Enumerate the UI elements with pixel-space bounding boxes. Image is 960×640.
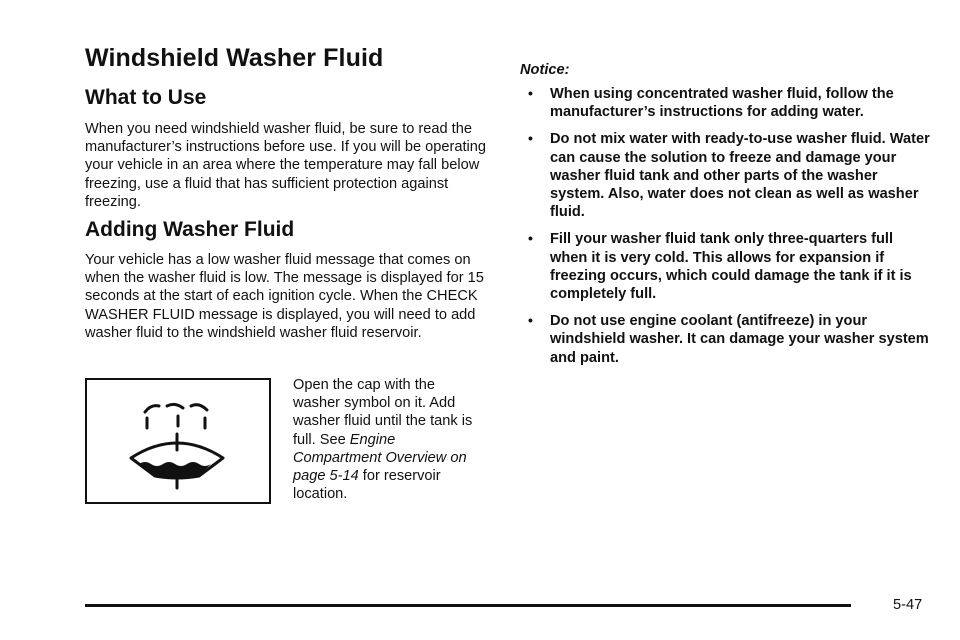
bullet-text: Do not use engine coolant (antifreeze) in your windshield washer. It can damage your washer system and paint. [550, 313, 929, 366]
washer-fluid-symbol-icon [87, 380, 269, 502]
bullet-dot-icon: • [528, 312, 533, 329]
bullet-dot-icon: • [528, 230, 533, 247]
page-number: 5-47 [893, 597, 923, 613]
bullet-text: Fill your washer fluid tank only three-quarters full when it is very cold. This allows for expansion if freezing occurs, which could damage the tank if it is completely full. [550, 231, 912, 303]
section-heading-what-to-use: What to Use [85, 86, 207, 109]
washer-symbol-figure [85, 378, 271, 504]
list-item [520, 312, 930, 367]
section-text-adding-washer-fluid: Your vehicle has a low washer fluid message that comes on when the washer fluid is low. The message is displayed for 15 seconds at the start of each ignition cycle. When the CHECK WASHER FLUID message is displayed, you will need to add washer fluid to the windshield washer fluid reservoir. [85, 252, 484, 341]
list-item [520, 130, 930, 221]
list-item [520, 85, 930, 121]
caption-link-engine-compartment[interactable]: Engine Compartment Overview on page 5-14 [293, 431, 467, 485]
notice-bullet-list [520, 85, 930, 376]
list-item [520, 230, 930, 303]
bullet-text: Do not mix water with ready-to-use washer fluid. Water can cause the solution to freeze and damage your washer fluid tank and other parts of the washer system. Also, water does not clean as well as washer fluid. [550, 131, 930, 221]
section-text-what-to-use: When you need windshield washer fluid, be sure to read the manufacturer’s instructions before use. If you will be operating your vehicle in an area where the temperature may fall below freezing, use a fluid that has sufficient protection against freezing. [85, 121, 487, 210]
caption-text-before: Open the cap with the washer symbol on it. Add washer fluid until the tank is full. See [293, 377, 473, 448]
footer-rule [85, 604, 851, 607]
bullet-dot-icon: • [528, 85, 533, 101]
page-title: Windshield Washer Fluid [85, 44, 384, 72]
notice-label: Notice: [520, 62, 570, 78]
figure-caption [293, 376, 483, 503]
bullet-text: When using concentrated washer fluid, follow the manufacturer’s instructions for adding water. [550, 86, 894, 121]
caption-text-after: for reservoir location. [293, 468, 441, 503]
bullet-dot-icon: • [528, 130, 533, 147]
section-heading-adding-washer-fluid: Adding Washer Fluid [85, 218, 295, 241]
